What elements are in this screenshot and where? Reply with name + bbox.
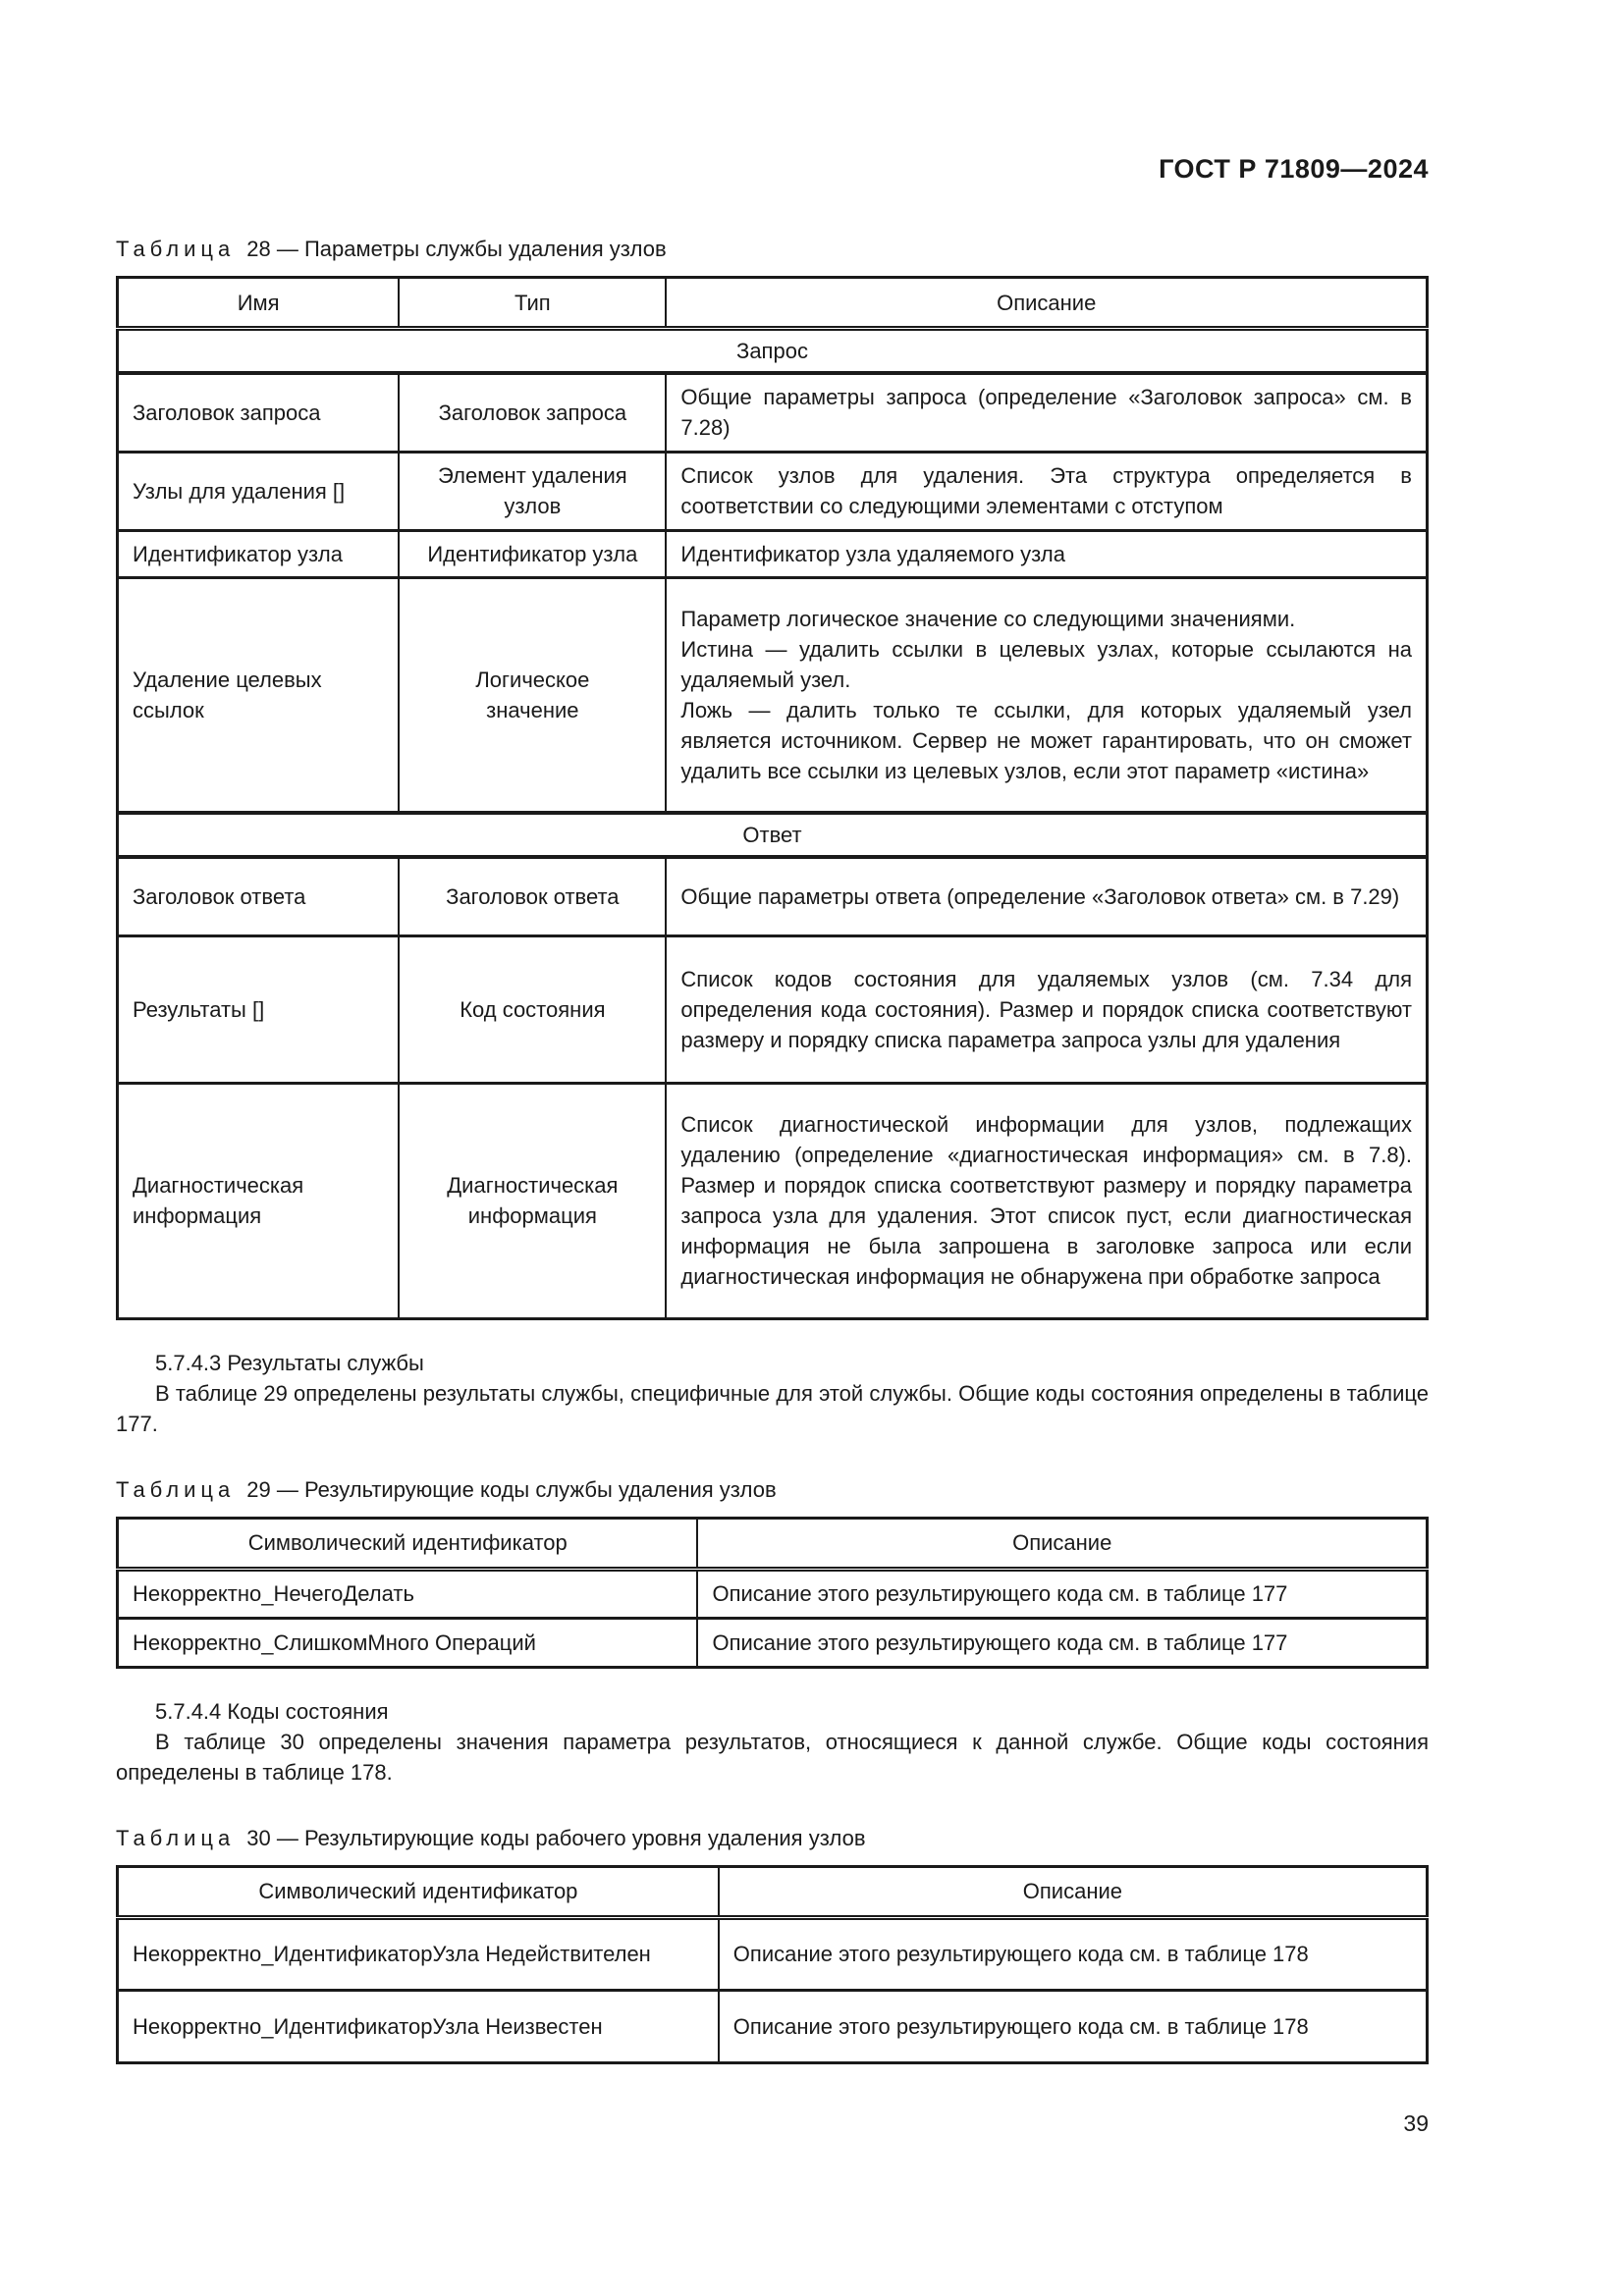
body-paragraph: В таблице 30 определены значения параметра результатов, относящиеся к данной службе. Общие коды состояния определены в таблице 178. — [116, 1729, 1429, 1785]
table28-caption-text: 28 — Параметры службы удаления узлов — [246, 237, 667, 261]
param-row — [118, 452, 1428, 530]
table28-col-desc: Описание — [666, 278, 1427, 329]
table28-col-type: Тип — [399, 278, 666, 329]
table30-col-desc: Описание — [719, 1866, 1428, 1917]
table30-caption-word: Таблица — [116, 1825, 236, 1850]
body-paragraph: В таблице 29 определены результаты службы, специфичные для этой службы. Общие коды состояния определены в таблице 177. — [116, 1380, 1429, 1436]
param-row — [118, 373, 1428, 452]
table28-caption — [116, 234, 1429, 264]
table29-caption — [116, 1474, 1429, 1505]
table30-status-codes — [116, 1865, 1429, 2064]
table29-col-desc: Описание — [697, 1518, 1427, 1569]
param-row — [118, 530, 1428, 577]
name-cell: Результаты [] — [118, 935, 400, 1083]
name-cell: Идентификатор узла — [118, 530, 400, 577]
param-row — [118, 1083, 1428, 1318]
desc-paragraph: Ложь — далить только те ссылки, для которых удаляемый узел является источником. Сервер не может гарантировать, что он сможет удалить все ссылки из целевых узлов, если этот параметр «истина» — [680, 697, 1412, 783]
table29-caption-text: 29 — Результирующие коды службы удаления узлов — [246, 1476, 777, 1502]
type-cell — [399, 577, 666, 813]
table28-col-name: Имя — [118, 278, 400, 329]
type-cell: Заголовок ответа — [399, 857, 666, 935]
desc-cell: Общие параметры запроса (определение «Заголовок запроса» см. в 7.28) — [666, 373, 1427, 452]
name-cell: Узлы для удаления [] — [118, 452, 400, 530]
desc-cell: Список узлов для удаления. Эта структура определяется в соответствии со следующими элементами с отступом — [666, 452, 1427, 530]
id-cell: Некорректно_НечегоДелать — [118, 1569, 698, 1618]
table28-header-row — [118, 278, 1428, 329]
type-cell: Идентификатор узла — [399, 530, 666, 577]
table28-caption-word: Таблица — [116, 237, 236, 261]
result-row — [118, 1618, 1428, 1667]
type-cell: Диагностическая информация — [399, 1083, 666, 1318]
table28-section-response — [118, 813, 1428, 857]
param-row — [118, 577, 1428, 813]
table29-header-row — [118, 1518, 1428, 1569]
result-row — [118, 1917, 1428, 1990]
result-row — [118, 1569, 1428, 1618]
table29-caption-word: Таблица — [116, 1476, 236, 1502]
table28-parameters — [116, 276, 1429, 1320]
name-cell: Удаление целевых ссылок — [118, 577, 400, 813]
name-cell: Заголовок запроса — [118, 373, 400, 452]
document-page — [116, 0, 1429, 2064]
desc-cell: Общие параметры ответа (определение «Заголовок ответа» см. в 7.29) — [666, 857, 1427, 935]
section-label: Ответ — [118, 813, 1428, 857]
type-cell-text: Логическое значение — [475, 667, 590, 722]
param-row — [118, 857, 1428, 935]
section-heading: 5.7.4.4 Коды состояния — [155, 1698, 389, 1724]
desc-cell: Список кодов состояния для удаляемых узлов (см. 7.34 для определения кода состояния). Размер и порядок списка соответствуют размеру и порядку списка параметра запроса узлы для удаления — [666, 935, 1427, 1083]
table29-result-codes — [116, 1517, 1429, 1669]
table30-caption-text: 30 — Результирующие коды рабочего уровня удаления узлов — [246, 1825, 866, 1850]
name-cell: Заголовок ответа — [118, 857, 400, 935]
table28-section-request — [118, 329, 1428, 374]
desc-cell: Описание этого результирующего кода см. в таблице 177 — [697, 1618, 1427, 1667]
type-cell: Код состояния — [399, 935, 666, 1083]
section-5-7-4-4 — [116, 1696, 1429, 1788]
type-cell: Элемент удаления узлов — [399, 452, 666, 530]
section-heading: 5.7.4.3 Результаты службы — [155, 1350, 424, 1375]
desc-cell: Описание этого результирующего кода см. в таблице 177 — [697, 1569, 1427, 1618]
result-row — [118, 1990, 1428, 2062]
page-number: 39 — [1403, 2110, 1429, 2136]
id-cell: Некорректно_СлишкомМного Операций — [118, 1618, 698, 1667]
table30-header-row — [118, 1866, 1428, 1917]
name-cell: Диагностическая информация — [118, 1083, 400, 1318]
page-header-title: ГОСТ Р 71809—2024 — [1159, 154, 1429, 184]
desc-cell: Описание этого результирующего кода см. в таблице 178 — [719, 1917, 1428, 1990]
table29-col-id: Символический идентификатор — [118, 1518, 698, 1569]
desc-cell: Список диагностической информации для узлов, подлежащих удалению (определение «диагностическая информация» см. в 7.8). Размер и порядок списка соответствуют размеру и порядку параметра запроса узла для удаления. Этот список пуст, если диагностическая информация не была запрошена в заголовке запроса или если диагностическая информация не обнаружена при обработке запроса — [666, 1083, 1427, 1318]
id-cell: Некорректно_ИдентификаторУзла Недействителен — [118, 1917, 719, 1990]
param-row — [118, 935, 1428, 1083]
section-5-7-4-3 — [116, 1348, 1429, 1439]
desc-paragraph: Истина — удалить ссылки в целевых узлах, которые ссылаются на удаляемый узел. — [680, 636, 1412, 692]
table30-caption — [116, 1823, 1429, 1853]
id-cell: Некорректно_ИдентификаторУзла Неизвестен — [118, 1990, 719, 2062]
desc-cell: Описание этого результирующего кода см. в таблице 178 — [719, 1990, 1428, 2062]
table30-col-id: Символический идентификатор — [118, 1866, 719, 1917]
desc-cell: Идентификатор узла удаляемого узла — [666, 530, 1427, 577]
desc-cell — [666, 577, 1427, 813]
desc-paragraph: Параметр логическое значение со следующими значениями. — [680, 606, 1296, 631]
section-label: Запрос — [118, 329, 1428, 374]
type-cell: Заголовок запроса — [399, 373, 666, 452]
